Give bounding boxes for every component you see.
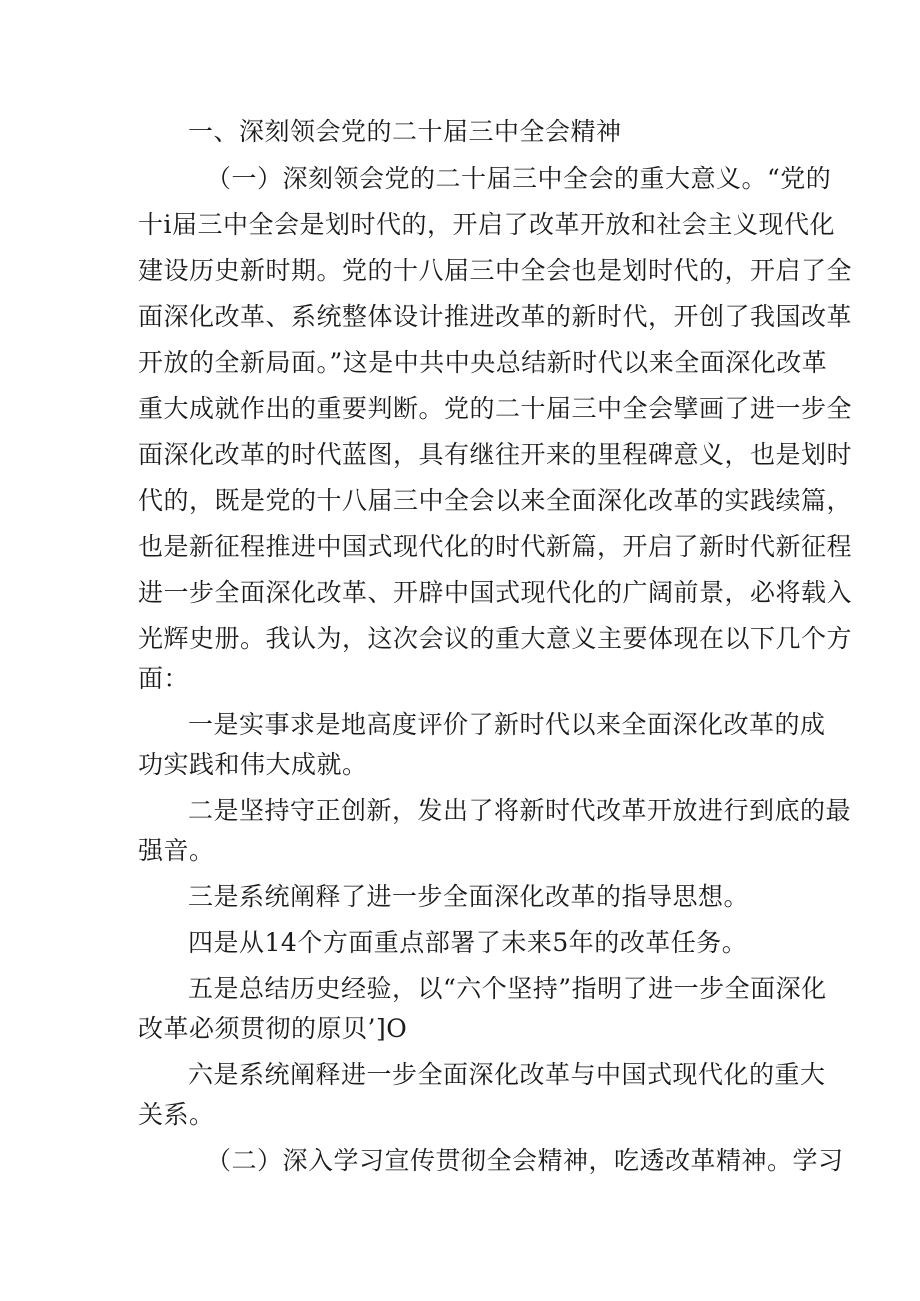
point-one-continued: 功实践和伟大成就。	[138, 750, 368, 779]
point-five: 五是总结历史经验，以“六个坚持”指明了进一步全面深化	[188, 974, 827, 1003]
point-two-continued: 强音。	[138, 836, 215, 865]
point-five-continued: 改革必须贯彻的原贝’]O	[138, 1014, 408, 1043]
point-six: 六是系统阐释进一步全面深化改革与中国式现代化的重大	[188, 1060, 826, 1089]
paragraph-line: 建设历史新时期。党的十八届三中全会也是划时代的，开启了全	[138, 256, 853, 285]
paragraph-line: 十i届三中全会是划时代的，开启了改革开放和社会主义现代化	[138, 210, 835, 239]
point-three: 三是系统阐释了进一步全面深化改革的指导思想。	[188, 882, 750, 911]
paragraph-line: 面深化改革的时代蓝图，具有继往开来的里程碑意义，也是划时	[138, 440, 853, 469]
paragraph-line: 也是新征程推进中国式现代化的时代新篇，开启了新时代新征程	[138, 532, 853, 561]
subsection-heading-1: （一）深刻领会党的二十届三中全会的重大意义。“党的	[206, 164, 832, 193]
paragraph-line: 进一步全面深化改革、开辟中国式现代化的广阔前景，必将载入	[138, 578, 853, 607]
subsection-heading-2: （二）深入学习宣传贯彻全会精神，吃透改革精神。学习	[206, 1146, 844, 1175]
section-heading: 一、深刻领会党的二十届三中全会精神	[188, 117, 622, 146]
paragraph-line: 开放的全新局面。”这是中共中央总结新时代以来全面深化改革	[138, 348, 828, 377]
point-one: 一是实事求是地高度评价了新时代以来全面深化改革的成	[188, 710, 826, 739]
paragraph-line: 光辉史册。我认为，这次会议的重大意义主要体现在以下几个方	[138, 624, 853, 653]
paragraph-line: 面：	[138, 664, 190, 693]
paragraph-line: 面深化改革、系统整体设计推进改革的新时代，开创了我国改革	[138, 302, 853, 331]
point-six-continued: 关系。	[138, 1100, 215, 1129]
paragraph-line: 重大成就作出的重要判断。党的二十届三中全会擘画了进一步全	[138, 394, 853, 423]
point-four: 四是从14个方面重点部署了未来5年的改革任务。	[188, 928, 748, 957]
paragraph-line: 代的，既是党的十八届三中全会以来全面深化改革的实践续篇，	[138, 486, 853, 515]
point-two: 二是坚持守正创新，发出了将新时代改革开放进行到底的最	[188, 796, 852, 825]
